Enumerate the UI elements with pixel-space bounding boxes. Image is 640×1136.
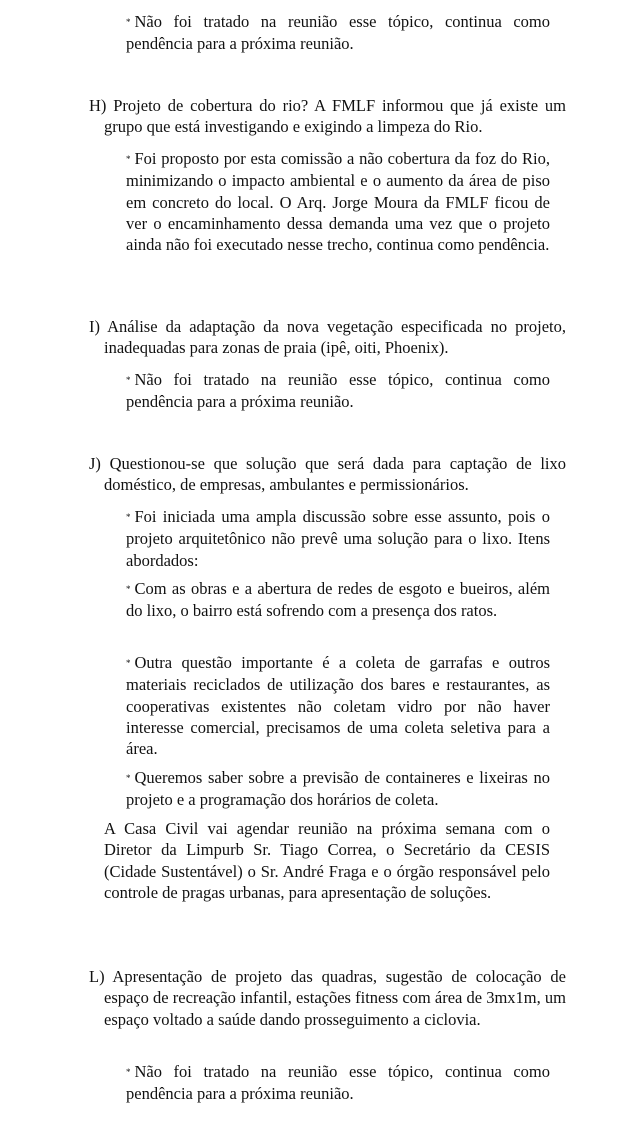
section-j-note-3-text: Outra questão importante é a coleta de garrafas e outros materiais reciclados de utilização dos bares e restaurantes, as cooperativas existentes não coletam vidro por não haver interesse comercial, precisamos de uma coleta seletiva para a área. (126, 653, 550, 759)
section-l-heading-text: L) Apresentação de projeto das quadras, sugestão de colocação de espaço de recreação infantil, estações fitness com área de 3mx1m, um espaço voltado a saúde dando prosseguimento a ciclovia. (89, 967, 566, 1029)
section-j-heading-text: J) Questionou-se que solução que será dada para captação de lixo doméstico, de empresas, ambulantes e permissionários. (89, 454, 566, 495)
bullet-icon: * (126, 17, 131, 27)
section-i-note-text: Não foi tratado na reunião esse tópico, continua como pendência para a próxima reunião. (126, 370, 550, 412)
section-j-note-4 (126, 767, 550, 811)
section-j-note-3 (126, 652, 550, 759)
section-j-heading (89, 453, 566, 496)
section-h-note-text: Foi proposto por esta comissão a não cobertura da foz do Rio, minimizando o impacto ambiental e o aumento da área de piso em concreto do local. O Arq. Jorge Moura da FMLF ficou de ver o encaminhamento dessa demanda uma vez que o projeto ainda não foi executado nesse trecho, continua como pendência. (126, 149, 550, 255)
bullet-icon: * (126, 773, 131, 783)
bullet-icon: * (126, 375, 131, 385)
section-i-note (126, 369, 550, 413)
section-l-note (126, 1061, 550, 1105)
section-j-note-1 (126, 506, 550, 571)
section-l-note-text: Não foi tratado na reunião esse tópico, continua como pendência para a próxima reunião. (126, 1062, 550, 1104)
section-j-note-2-text: Com as obras e a abertura de redes de esgoto e bueiros, além do lixo, o bairro está sofrendo com a presença dos ratos. (126, 579, 550, 621)
bullet-icon: * (126, 154, 131, 164)
bullet-icon: * (126, 584, 131, 594)
section-i-heading-text: I) Análise da adaptação da nova vegetação especificada no projeto, inadequadas para zonas de praia (ipê, oiti, Phoenix). (89, 317, 566, 358)
section-j-note-4-text: Queremos saber sobre a previsão de containeres e lixeiras no projeto e a programação dos horários de coleta. (126, 768, 550, 810)
bullet-icon: * (126, 512, 131, 522)
bullet-icon: * (126, 658, 131, 668)
section-j-note-1-text: Foi iniciada uma ampla discussão sobre esse assunto, pois o projeto arquitetônico não prevê uma solução para o lixo. Itens abordados: (126, 507, 550, 570)
section-h-heading (89, 95, 566, 138)
section-h-note (126, 148, 550, 255)
section-h-heading-text: H) Projeto de cobertura do rio? A FMLF informou que já existe um grupo que está investigando e exigindo a limpeza do Rio. (89, 96, 566, 137)
top-note-paragraph (126, 11, 550, 55)
section-l-heading (89, 966, 566, 1030)
top-note-text: Não foi tratado na reunião esse tópico, continua como pendência para a próxima reunião. (126, 12, 550, 54)
section-i-heading (89, 316, 566, 359)
section-j-conclusion (104, 818, 550, 903)
section-j-note-2 (126, 578, 550, 622)
section-j-conclusion-text: A Casa Civil vai agendar reunião na próxima semana com o Diretor da Limpurb Sr. Tiago Correa, o Secretário da CESIS (Cidade Sustentável) o Sr. André Fraga e o órgão responsável pelo controle de pragas urbanas, para apresentação de soluções. (104, 819, 550, 902)
bullet-icon: * (126, 1067, 131, 1077)
